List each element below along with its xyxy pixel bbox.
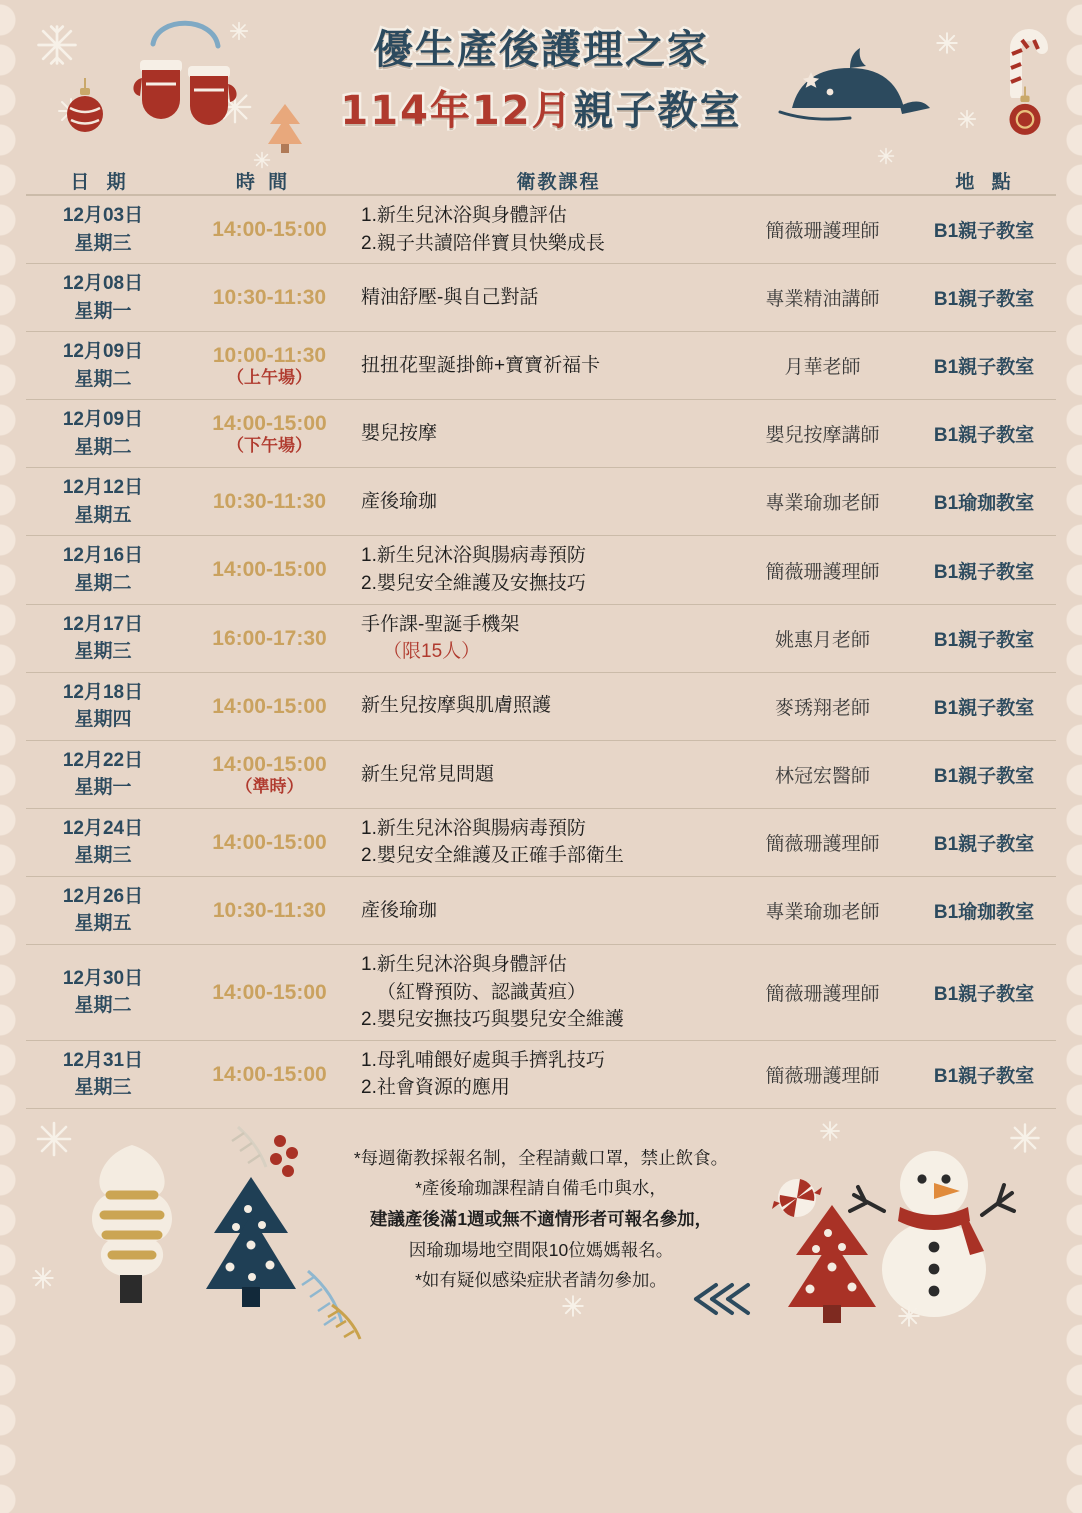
note-line-5: *如有疑似感染症狀者請勿參加。 <box>415 1270 667 1291</box>
date-text: 12月16日 <box>62 545 144 567</box>
title-line-2 <box>0 79 1082 136</box>
weekday-text: 星期五 <box>74 504 132 526</box>
note-line-3: 建議產後滿1週或無不適情形者可報名參加， <box>369 1209 713 1230</box>
table-row <box>26 672 1056 740</box>
time-text: 10:30-11:30 <box>212 286 327 310</box>
weekday-text: 星期四 <box>74 709 132 731</box>
column-header-time: 時 間 <box>235 172 292 193</box>
table-row <box>26 332 1056 400</box>
title-classroom: 親子教室 <box>573 88 742 134</box>
weekday-text: 星期二 <box>74 995 132 1017</box>
snowflake-icon <box>818 1119 842 1143</box>
time-note: （上午場） <box>227 368 312 388</box>
weekday-text: 星期五 <box>74 913 132 935</box>
date-text: 12月12日 <box>62 477 144 499</box>
column-header-course: 衛教課程 <box>516 172 601 193</box>
time-text: 14:00-15:00 <box>212 217 327 241</box>
cell-teacher: 簡薇珊護理師 <box>733 536 912 604</box>
cell-time <box>180 945 359 1041</box>
cell-place: B1親子教室 <box>912 945 1056 1041</box>
cell-teacher: 麥琇翔老師 <box>733 672 912 740</box>
weekday-text: 星期三 <box>74 845 132 867</box>
cell-teacher: 簡薇珊護理師 <box>733 1040 912 1108</box>
cell-place: B1親子教室 <box>912 332 1056 400</box>
cell-course <box>359 604 733 672</box>
weekday-text: 星期三 <box>74 1077 132 1099</box>
footer-notes <box>0 1143 1082 1296</box>
course-line-2: 2.嬰兒安全維護及正確手部衛生 <box>361 845 624 867</box>
date-text: 12月08日 <box>62 273 144 295</box>
date-text: 12月24日 <box>62 817 144 839</box>
weekday-text: 星期二 <box>74 436 132 458</box>
course-line-1: 產後瑜珈 <box>361 899 438 921</box>
weekday-text: 星期二 <box>74 368 132 390</box>
cell-date <box>26 740 180 808</box>
cell-teacher: 專業精油講師 <box>733 264 912 332</box>
cell-course <box>359 876 733 944</box>
table-column-headers <box>26 160 1056 196</box>
cell-time <box>180 264 359 332</box>
cell-date <box>26 604 180 672</box>
time-text: 14:00-15:00 <box>212 752 327 776</box>
course-line-1: 1.新生兒沐浴與身體評估 <box>361 205 567 226</box>
cell-place: B1親子教室 <box>912 196 1056 264</box>
cell-date <box>26 400 180 468</box>
course-line-2: 2.社會資源的應用 <box>361 1077 510 1099</box>
table-row <box>26 808 1056 876</box>
date-text: 12月03日 <box>62 205 144 226</box>
cell-place: B1親子教室 <box>912 264 1056 332</box>
cell-teacher: 林冠宏醫師 <box>733 740 912 808</box>
time-text: 14:00-15:00 <box>212 1062 327 1086</box>
poster-title <box>0 18 1082 136</box>
cell-teacher: 專業瑜珈老師 <box>733 468 912 536</box>
course-line-1: 1.母乳哺餵好處與手擠乳技巧 <box>361 1049 605 1071</box>
cell-course <box>359 264 733 332</box>
column-header-date: 日 期 <box>70 172 132 193</box>
cell-place: B1親子教室 <box>912 672 1056 740</box>
time-text: 10:30-11:30 <box>212 898 327 922</box>
date-text: 12月17日 <box>62 613 144 635</box>
course-line-1: 1.新生兒沐浴與腸病毒預防 <box>361 817 586 839</box>
cell-date <box>26 672 180 740</box>
table-row <box>26 740 1056 808</box>
course-line-1: 新生兒常見問題 <box>361 763 495 785</box>
cell-date <box>26 1040 180 1108</box>
weekday-text: 星期三 <box>74 641 132 663</box>
cell-course <box>359 196 733 264</box>
schedule-table-body <box>26 196 1056 1108</box>
cell-course <box>359 536 733 604</box>
date-text: 12月22日 <box>62 749 144 771</box>
cell-date <box>26 196 180 264</box>
snowflake-icon <box>560 1293 586 1319</box>
weekday-text: 星期三 <box>74 232 132 254</box>
cell-time <box>180 808 359 876</box>
cell-teacher: 姚惠月老師 <box>733 604 912 672</box>
table-row <box>26 604 1056 672</box>
cell-course <box>359 808 733 876</box>
course-line-1: 1.新生兒沐浴與腸病毒預防 <box>361 545 586 567</box>
course-line-1: 新生兒按摩與肌膚照護 <box>361 695 552 717</box>
cell-time <box>180 468 359 536</box>
time-text: 14:00-15:00 <box>212 694 327 718</box>
time-text: 10:30-11:30 <box>212 490 327 514</box>
cell-time <box>180 1040 359 1108</box>
course-line-2: 2.嬰兒安全維護及安撫技巧 <box>361 573 586 595</box>
poster-header <box>0 0 1082 160</box>
course-limit-note: （限15人） <box>383 641 481 663</box>
weekday-text: 星期一 <box>74 300 132 322</box>
schedule-table <box>26 196 1056 1109</box>
cell-place: B1瑜珈教室 <box>912 876 1056 944</box>
poster-footer <box>0 1115 1082 1347</box>
cell-teacher: 簡薇珊護理師 <box>733 196 912 264</box>
cell-course <box>359 1040 733 1108</box>
cell-teacher: 專業瑜珈老師 <box>733 876 912 944</box>
cell-course <box>359 400 733 468</box>
column-header-place: 地 點 <box>955 172 1017 193</box>
cell-place: B1親子教室 <box>912 536 1056 604</box>
course-line-2: 2.嬰兒安撫技巧與嬰兒安全維護 <box>361 1009 624 1031</box>
cell-time <box>180 740 359 808</box>
cell-course <box>359 672 733 740</box>
cell-time <box>180 876 359 944</box>
course-line-1: 扭扭花聖誕掛飾+寶寶祈福卡 <box>361 354 601 376</box>
cell-place: B1親子教室 <box>912 1040 1056 1108</box>
note-line-2: *產後瑜珈課程請自備毛巾與水， <box>415 1178 667 1199</box>
title-month: 114年12月 <box>340 88 574 134</box>
cell-time <box>180 536 359 604</box>
cell-place: B1瑜珈教室 <box>912 468 1056 536</box>
table-row <box>26 468 1056 536</box>
cell-time <box>180 196 359 264</box>
cell-course <box>359 945 733 1041</box>
time-text: 14:00-15:00 <box>212 412 327 436</box>
cell-date <box>26 536 180 604</box>
weekday-text: 星期一 <box>74 777 132 799</box>
cell-date <box>26 468 180 536</box>
date-text: 12月26日 <box>62 885 144 907</box>
table-row <box>26 1040 1056 1108</box>
time-text: 14:00-15:00 <box>212 980 327 1004</box>
date-text: 12月09日 <box>62 341 144 363</box>
cell-course <box>359 332 733 400</box>
time-note: （下午場） <box>227 436 312 456</box>
cell-date <box>26 876 180 944</box>
table-row <box>26 876 1056 944</box>
cell-teacher: 簡薇珊護理師 <box>733 808 912 876</box>
course-line-1: 手作課-聖誕手機架 <box>361 613 520 635</box>
cell-place: B1親子教室 <box>912 740 1056 808</box>
title-line-1: 優生產後護理之家 <box>373 27 709 73</box>
note-line-4: 因瑜珈場地空間限10位媽媽報名。 <box>408 1239 674 1260</box>
cell-teacher: 嬰兒按摩講師 <box>733 400 912 468</box>
cell-date <box>26 264 180 332</box>
cell-date <box>26 332 180 400</box>
course-line-2: 2.親子共讀陪伴寶貝快樂成長 <box>361 232 605 254</box>
cell-time <box>180 400 359 468</box>
cell-date <box>26 945 180 1041</box>
cell-time <box>180 332 359 400</box>
course-line-1: 1.新生兒沐浴與身體評估 <box>361 954 567 976</box>
cell-time <box>180 672 359 740</box>
cell-place: B1親子教室 <box>912 808 1056 876</box>
table-row <box>26 264 1056 332</box>
cell-teacher: 月華老師 <box>733 332 912 400</box>
cell-place: B1親子教室 <box>912 400 1056 468</box>
cell-time <box>180 604 359 672</box>
date-text: 12月18日 <box>62 681 144 703</box>
note-line-1: *每週衛教採報名制，全程請戴口罩，禁止飲食。 <box>353 1147 729 1168</box>
table-row <box>26 536 1056 604</box>
snowflake-icon <box>896 1303 922 1329</box>
cell-place: B1親子教室 <box>912 604 1056 672</box>
course-line-1: 嬰兒按摩 <box>361 423 438 445</box>
course-line-1: 精油舒壓-與自己對話 <box>361 286 539 308</box>
cell-date <box>26 808 180 876</box>
date-text: 12月09日 <box>62 409 144 431</box>
course-sub-note: （紅臀預防、認識黃疸） <box>377 981 587 1003</box>
time-text: 10:00-11:30 <box>212 343 327 367</box>
course-line-1: 產後瑜珈 <box>361 491 438 513</box>
time-text: 14:00-15:00 <box>212 830 327 854</box>
cell-course <box>359 740 733 808</box>
weekday-text: 星期二 <box>74 573 132 595</box>
table-row <box>26 196 1056 264</box>
time-text: 16:00-17:30 <box>212 626 327 650</box>
cell-teacher: 簡薇珊護理師 <box>733 945 912 1041</box>
time-text: 14:00-15:00 <box>212 558 327 582</box>
date-text: 12月31日 <box>62 1049 144 1071</box>
date-text: 12月30日 <box>62 967 144 989</box>
leaf-sprig-icon <box>326 1297 386 1347</box>
time-note: （準時） <box>235 776 304 796</box>
table-row <box>26 945 1056 1041</box>
cell-course <box>359 468 733 536</box>
table-row <box>26 400 1056 468</box>
